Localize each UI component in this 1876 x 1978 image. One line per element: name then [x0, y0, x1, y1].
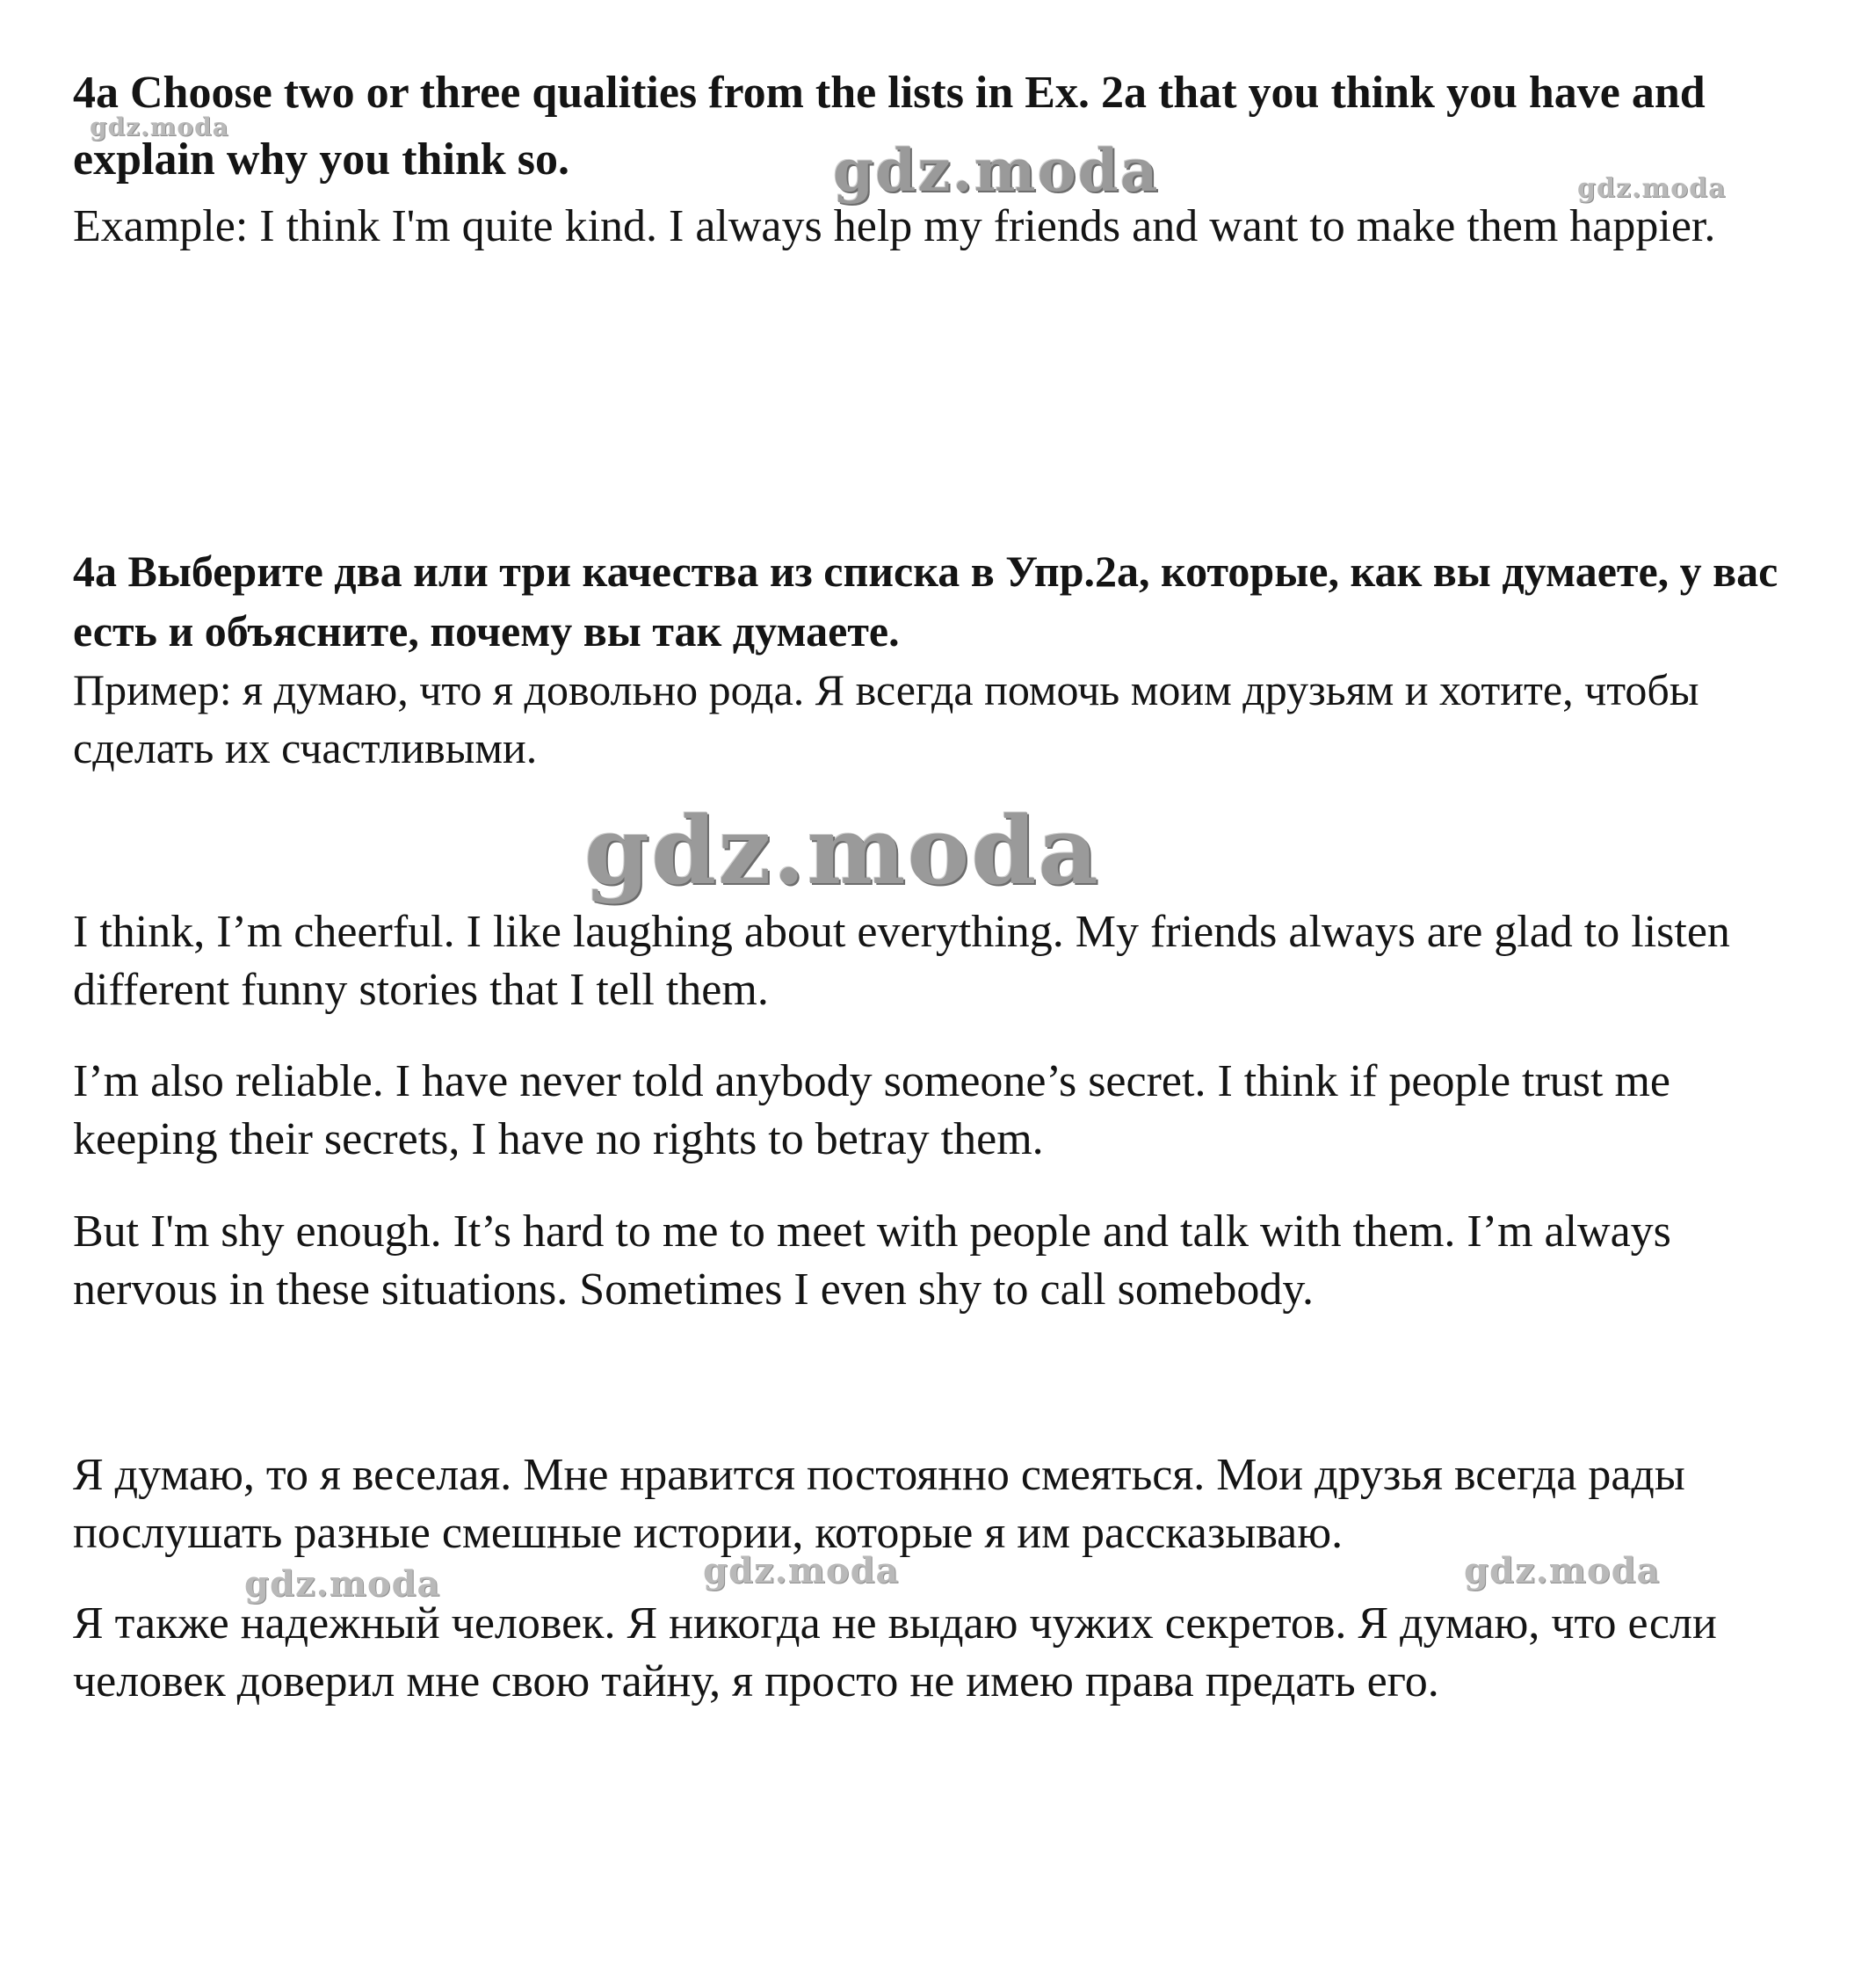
- watermark: gdz.moda: [1464, 1550, 1661, 1591]
- answer-ru-p2-block: [73, 1595, 1786, 1711]
- task-ru-section: [73, 541, 1786, 777]
- watermark: gdz.moda: [1577, 173, 1727, 204]
- watermark: gdz.moda: [584, 795, 1100, 905]
- answer-en-p2-block: [73, 1053, 1786, 1169]
- watermark: gdz.moda: [703, 1550, 900, 1591]
- answer-en-p1-block: [73, 903, 1786, 1019]
- answer-ru-paragraph-1: Я думаю, то я веселая. Мне нравится постоянно смеяться. Мои друзья всегда рады послушать разные смешные истории, которые я им рассказываю.: [73, 1450, 1685, 1558]
- watermark: gdz.moda: [244, 1563, 441, 1605]
- answer-ru-paragraph-2: Я также надежный человек. Я никогда не выдаю чужих секретов. Я думаю, что если человек доверил мне свою тайну, я просто не имею права предать его.: [73, 1598, 1717, 1706]
- watermark: gdz.moda: [833, 136, 1160, 205]
- answer-en-paragraph-2: I’m also reliable. I have never told anybody someone’s secret. I think if people trust me keeping their secrets, I have no rights to betray them.: [73, 1056, 1670, 1164]
- task-en-example: Example: I think I'm quite kind. I always help my friends and want to make them happier.: [73, 201, 1716, 251]
- watermark: gdz.moda: [90, 112, 229, 141]
- answer-en-paragraph-1: I think, I’m cheerful. I like laughing about everything. My friends always are glad to listen different funny stories that I tell them.: [73, 907, 1730, 1015]
- answer-en-p3-block: [73, 1203, 1786, 1319]
- task-ru-heading: 4a Выберите два или три качества из списка в Упр.2а, которые, как вы думаете, у вас есть и объясните, почему вы так думаете.: [73, 547, 1778, 656]
- answer-en-paragraph-3: But I'm shy enough. It’s hard to me to meet with people and talk with them. I’m always nervous in these situations. Sometimes I even shy to call somebody.: [73, 1206, 1671, 1315]
- answer-ru-p1-block: [73, 1446, 1786, 1562]
- task-ru-example: Пример: я думаю, что я довольно рода. Я всегда помочь моим друзьям и хотите, чтобы сделать их счастливыми.: [73, 665, 1699, 772]
- task-en-heading: 4a Choose two or three qualities from the lists in Ex. 2a that you think you have and explain why you think so.: [73, 68, 1706, 185]
